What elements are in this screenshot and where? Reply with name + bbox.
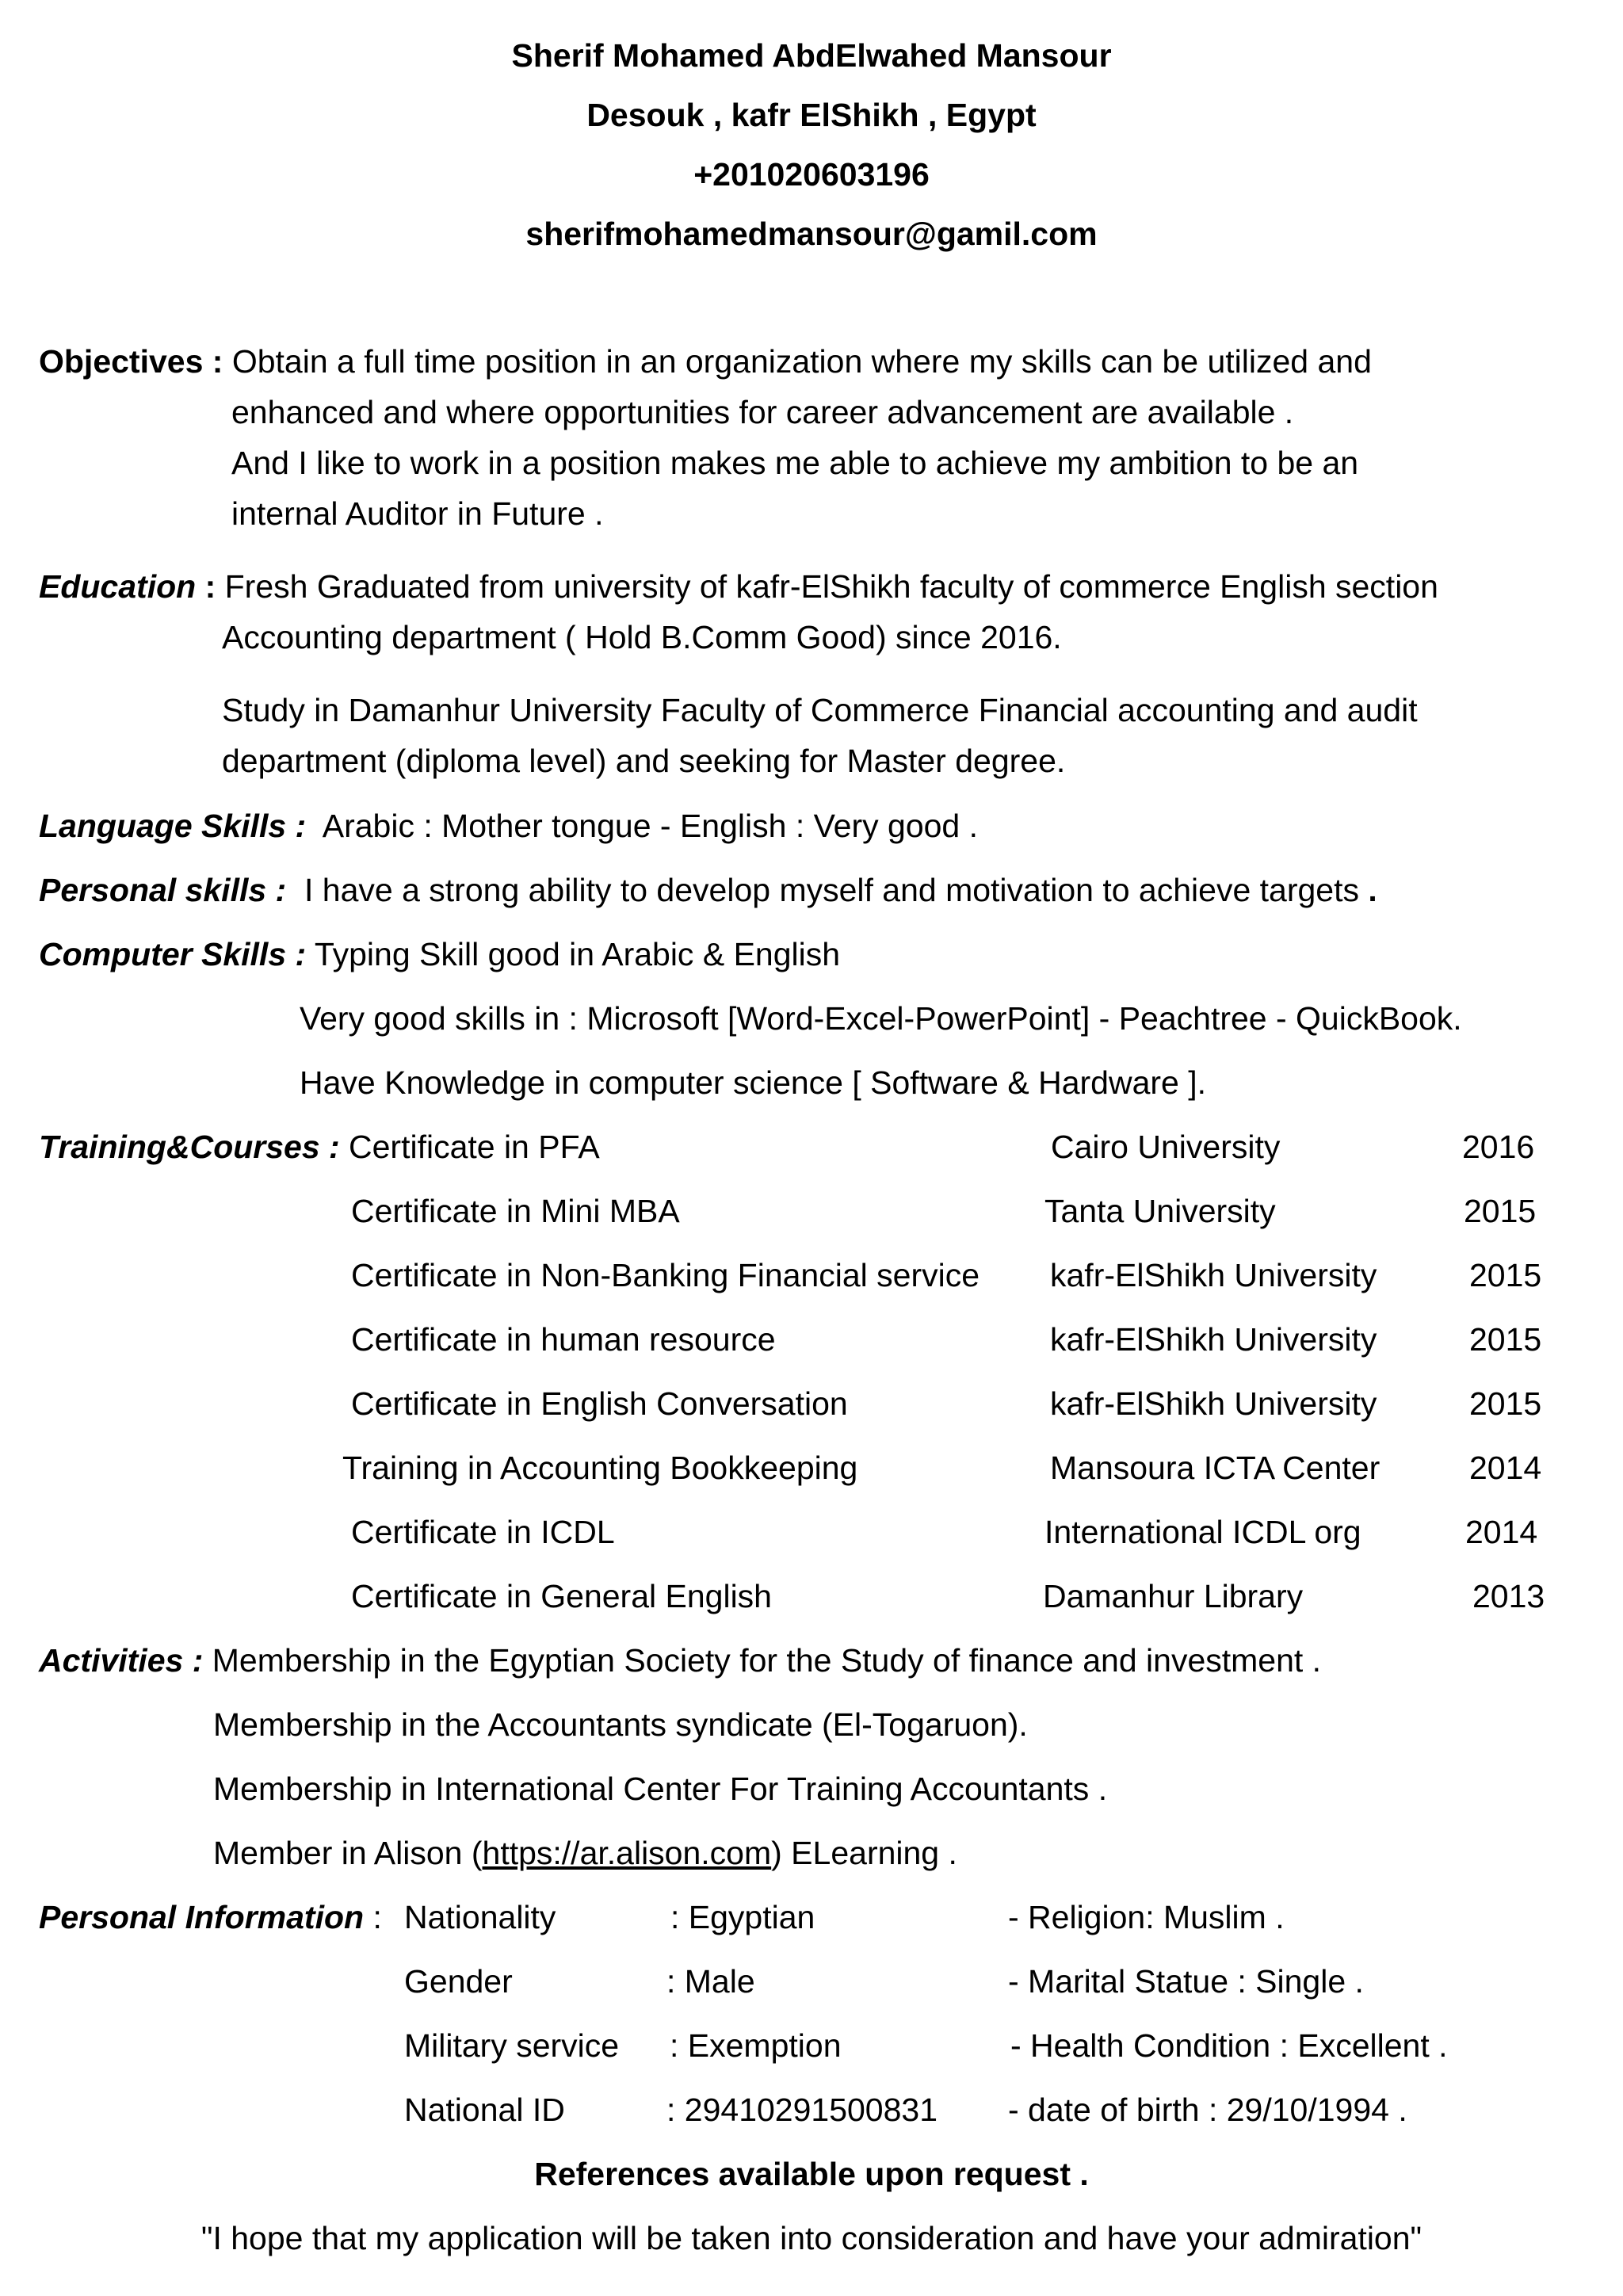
education-line: Fresh Graduated from university of kafr-ElShikh faculty of commerce English section	[224, 568, 1438, 605]
training-year: 2013	[1472, 1578, 1545, 1614]
objectives-line: Obtain a full time position in an organization where my skills can be utilized and	[231, 343, 1372, 380]
training-year: 2015	[1469, 1321, 1542, 1358]
training-place: kafr-ElShikh University	[1050, 1257, 1377, 1293]
alison-link[interactable]: https://ar.alison.com	[482, 1835, 772, 1871]
objectives-line: And I like to work in a position makes me able to achieve my ambition to be an	[231, 445, 1359, 481]
education-line: Study in Damanhur University Faculty of Commerce Financial accounting and audit	[222, 692, 1418, 728]
applicant-phone: +201020603196	[693, 156, 930, 193]
computer-skills-line: Very good skills in : Microsoft [Word-Excel-PowerPoint] - Peachtree - QuickBook.	[300, 1000, 1462, 1037]
training-year: 2015	[1469, 1257, 1542, 1293]
personal-info-value: : Egyptian	[670, 1899, 815, 1935]
alison-prefix: Member in Alison (	[213, 1835, 483, 1871]
objectives-line: internal Auditor in Future .	[231, 495, 604, 532]
training-course: Certificate in English Conversation	[351, 1385, 848, 1422]
education-line: department (diploma level) and seeking for Master degree.	[222, 743, 1066, 779]
language-skills-label: Language Skills :	[39, 808, 307, 844]
education-label: Education	[39, 568, 197, 605]
training-course: Certificate in General English	[351, 1578, 772, 1614]
training-place: International ICDL org	[1044, 1514, 1361, 1550]
computer-skills-line: Have Knowledge in computer science [ Software & Hardware ].	[300, 1064, 1206, 1101]
computer-skills-section	[39, 934, 840, 975]
training-place: Mansoura ICTA Center	[1050, 1450, 1381, 1486]
training-label: Training&Courses :	[39, 1129, 340, 1165]
activities-line: Membership in the Accountants syndicate (El-Togaruon).	[213, 1706, 1028, 1743]
activities-label: Activities :	[39, 1642, 204, 1679]
education-line: Accounting department ( Hold B.Comm Good) since 2016.	[222, 619, 1062, 655]
references-note: References available upon request .	[534, 2156, 1089, 2192]
training-course: Training in Accounting Bookkeeping	[342, 1450, 858, 1486]
personal-info-field: Nationality	[404, 1899, 556, 1935]
personal-info-value: : Exemption	[670, 2027, 842, 2064]
applicant-address: Desouk , kafr ElShikh , Egypt	[586, 97, 1037, 133]
training-year: 2015	[1464, 1193, 1537, 1229]
training-course: Certificate in Mini MBA	[351, 1193, 680, 1229]
personal-info-field: Military service	[404, 2027, 620, 2064]
personal-info-extra: - date of birth : 29/10/1994 .	[1008, 2092, 1407, 2128]
computer-skills-line: Typing Skill good in Arabic & English	[314, 936, 841, 972]
training-place: Tanta University	[1044, 1193, 1276, 1229]
training-year: 2014	[1465, 1514, 1538, 1550]
training-course: Certificate in Non-Banking Financial service	[351, 1257, 980, 1293]
personal-info-extra: - Religion: Muslim .	[1008, 1899, 1285, 1935]
personal-info-value: : Male	[666, 1963, 755, 2000]
training-place: kafr-ElShikh University	[1050, 1385, 1377, 1422]
applicant-name: Sherif Mohamed AbdElwahed Mansour	[511, 37, 1112, 74]
closing-quote: "I hope that my application will be taken into consideration and have your admiration"	[200, 2220, 1423, 2256]
personal-info-value: : 29410291500831	[666, 2092, 938, 2128]
personal-skills-section	[39, 869, 1377, 911]
personal-info-sep: :	[364, 1899, 382, 1935]
education-label-sep: :	[196, 568, 216, 605]
alison-suffix: ) ELearning .	[771, 1835, 957, 1871]
training-course: Certificate in PFA	[349, 1129, 600, 1165]
training-course: Certificate in human resource	[351, 1321, 776, 1358]
personal-info-field: National ID	[404, 2092, 565, 2128]
training-year: 2015	[1469, 1385, 1542, 1422]
activities-alison-line	[213, 1832, 957, 1874]
training-course: Certificate in ICDL	[351, 1514, 615, 1550]
objectives-line: enhanced and where opportunities for career advancement are available .	[231, 394, 1294, 430]
training-year: 2014	[1469, 1450, 1542, 1486]
activities-section	[39, 1640, 1321, 1681]
activities-line: Membership in International Center For Training Accountants .	[213, 1771, 1108, 1807]
personal-info-field: Gender	[404, 1963, 513, 2000]
personal-skills-label: Personal skills :	[39, 872, 287, 908]
personal-info-label: Personal Information	[39, 1899, 365, 1935]
objectives-section	[39, 341, 1372, 382]
training-place: Damanhur Library	[1043, 1578, 1304, 1614]
personal-info-extra: - Marital Statue : Single .	[1008, 1963, 1364, 2000]
training-place: kafr-ElShikh University	[1050, 1321, 1377, 1358]
personal-info-extra: - Health Condition : Excellent .	[1010, 2027, 1448, 2064]
activities-line: Membership in the Egyptian Society for the Study of finance and investment .	[212, 1642, 1322, 1679]
language-skills-section	[39, 805, 978, 846]
training-year: 2016	[1462, 1129, 1535, 1165]
objectives-label: Objectives :	[39, 343, 223, 380]
personal-info-heading	[39, 1897, 382, 1938]
education-section	[39, 566, 1438, 607]
language-skills-text: Arabic : Mother tongue - English : Very good .	[322, 808, 979, 844]
computer-skills-label: Computer Skills :	[39, 936, 307, 972]
applicant-email: sherifmohamedmansour@gamil.com	[525, 216, 1098, 252]
personal-skills-end: .	[1368, 872, 1377, 908]
personal-skills-text: I have a strong ability to develop myself and motivation to achieve targets	[304, 872, 1359, 908]
training-place: Cairo University	[1051, 1129, 1281, 1165]
